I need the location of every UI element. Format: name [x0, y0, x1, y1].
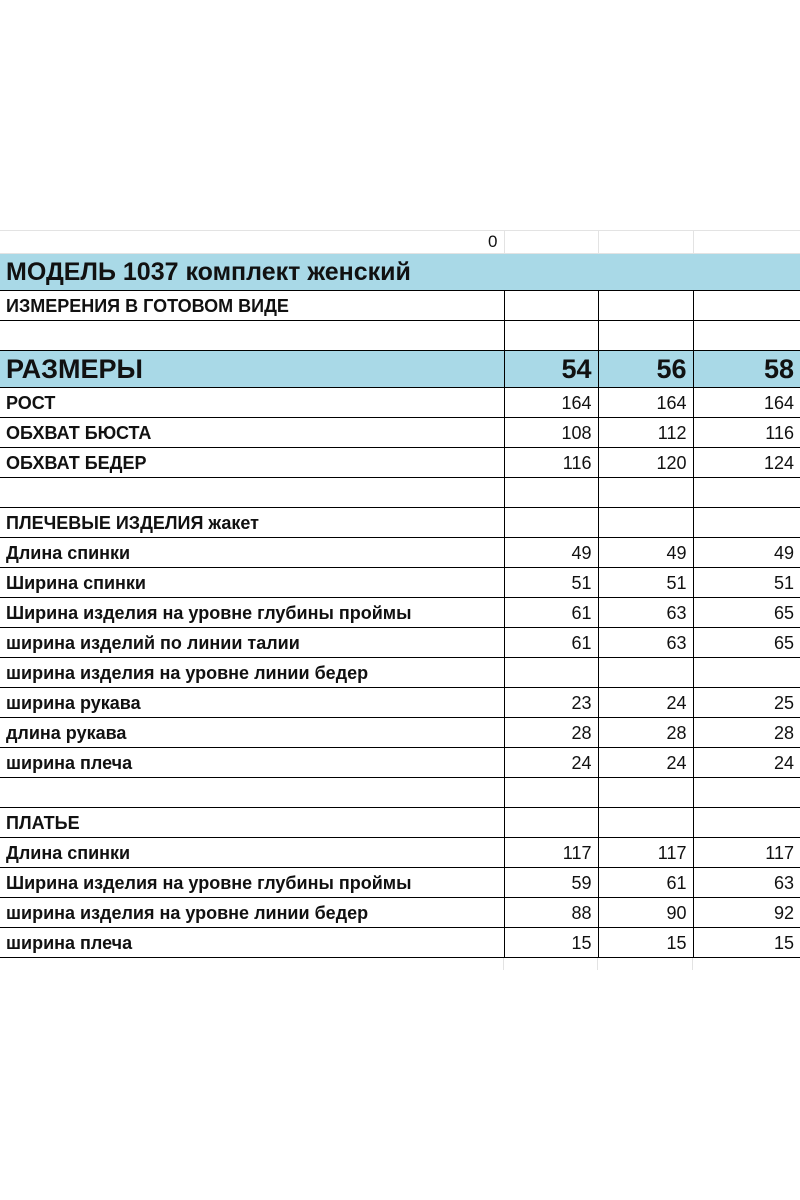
measure-value[interactable]: 15 [504, 928, 598, 958]
measure-value[interactable]: 116 [504, 448, 598, 478]
dress-measure-row [0, 868, 800, 898]
subtitle-row [0, 291, 800, 321]
measure-value[interactable]: 164 [693, 388, 800, 418]
empty-cell[interactable] [504, 778, 598, 808]
measure-value[interactable]: 63 [693, 868, 800, 898]
measure-label[interactable]: ОБХВАТ БЮСТА [0, 418, 504, 448]
measure-value[interactable] [504, 658, 598, 688]
empty-cell[interactable] [504, 291, 598, 321]
empty-cell[interactable] [693, 291, 800, 321]
jacket-measure-row [0, 538, 800, 568]
measure-value[interactable]: 49 [693, 538, 800, 568]
measure-value[interactable]: 63 [598, 598, 693, 628]
empty-cell[interactable] [598, 321, 693, 351]
measure-label[interactable]: ширина плеча [0, 928, 504, 958]
jacket-measure-row [0, 598, 800, 628]
empty-cell[interactable] [504, 808, 598, 838]
measure-value[interactable]: 124 [693, 448, 800, 478]
empty-cell[interactable] [504, 508, 598, 538]
measure-label[interactable]: Ширина изделия на уровне глубины проймы [0, 868, 504, 898]
jacket-measure-row [0, 658, 800, 688]
cell[interactable] [693, 231, 800, 254]
measure-value[interactable]: 65 [693, 598, 800, 628]
body-measure-row [0, 388, 800, 418]
dress-measure-row [0, 838, 800, 868]
jacket-header[interactable]: ПЛЕЧЕВЫЕ ИЗДЕЛИЯ жакет [0, 508, 504, 538]
measure-value[interactable]: 24 [504, 748, 598, 778]
measure-value[interactable]: 51 [504, 568, 598, 598]
measure-value[interactable]: 24 [598, 688, 693, 718]
cell[interactable] [598, 231, 693, 254]
sizes-row [0, 351, 800, 388]
measure-value[interactable]: 51 [598, 568, 693, 598]
empty-cell[interactable] [598, 508, 693, 538]
empty-cell[interactable] [693, 508, 800, 538]
measure-label[interactable]: ширина изделий по линии талии [0, 628, 504, 658]
empty-grid-row [0, 958, 800, 970]
measure-label[interactable]: ОБХВАТ БЕДЕР [0, 448, 504, 478]
empty-cell[interactable] [0, 478, 504, 508]
measure-value[interactable] [693, 658, 800, 688]
measure-label[interactable]: Длина спинки [0, 838, 504, 868]
measure-value[interactable]: 49 [598, 538, 693, 568]
jacket-measure-row [0, 718, 800, 748]
jacket-measure-row [0, 628, 800, 658]
measure-value[interactable]: 25 [693, 688, 800, 718]
section-header-row [0, 508, 800, 538]
measure-value[interactable]: 15 [693, 928, 800, 958]
measure-label[interactable]: Ширина спинки [0, 568, 504, 598]
empty-cell[interactable] [504, 478, 598, 508]
empty-cell[interactable] [0, 778, 504, 808]
measure-value[interactable]: 61 [504, 598, 598, 628]
empty-row [0, 778, 800, 808]
measure-value[interactable]: 65 [693, 628, 800, 658]
empty-cell[interactable] [598, 808, 693, 838]
measure-label[interactable]: ширина изделия на уровне линии бедер [0, 898, 504, 928]
dress-header[interactable]: ПЛАТЬЕ [0, 808, 504, 838]
measure-value[interactable]: 164 [598, 388, 693, 418]
size-header[interactable]: 56 [598, 351, 693, 388]
size-header[interactable]: 54 [504, 351, 598, 388]
measure-value[interactable]: 15 [598, 928, 693, 958]
subtitle[interactable]: ИЗМЕРЕНИЯ В ГОТОВОМ ВИДЕ [0, 291, 504, 321]
dress-measure-row [0, 928, 800, 958]
measure-value[interactable]: 92 [693, 898, 800, 928]
measure-value[interactable]: 116 [693, 418, 800, 448]
measure-value[interactable]: 51 [693, 568, 800, 598]
jacket-measure-row [0, 568, 800, 598]
measure-value[interactable]: 90 [598, 898, 693, 928]
empty-row [0, 321, 800, 351]
empty-cell[interactable] [693, 778, 800, 808]
empty-cell[interactable] [598, 478, 693, 508]
measure-label[interactable]: ширина плеча [0, 748, 504, 778]
title-row [0, 254, 800, 291]
empty-cell[interactable] [693, 478, 800, 508]
measure-value[interactable]: 24 [598, 748, 693, 778]
body-measure-row [0, 418, 800, 448]
empty-row [0, 478, 800, 508]
empty-cell[interactable] [598, 291, 693, 321]
measure-value[interactable]: 120 [598, 448, 693, 478]
measure-value[interactable]: 117 [693, 838, 800, 868]
measure-value[interactable]: 28 [598, 718, 693, 748]
measure-label[interactable]: Длина спинки [0, 538, 504, 568]
jacket-measure-row [0, 688, 800, 718]
top-row [0, 231, 800, 254]
measure-label[interactable]: Ширина изделия на уровне глубины проймы [0, 598, 504, 628]
measure-value[interactable]: 59 [504, 868, 598, 898]
size-header[interactable]: 58 [693, 351, 800, 388]
dress-measure-row [0, 898, 800, 928]
measure-value[interactable]: 24 [693, 748, 800, 778]
measure-label[interactable]: ширина рукава [0, 688, 504, 718]
measure-value[interactable]: 112 [598, 418, 693, 448]
jacket-measure-row [0, 748, 800, 778]
empty-cell[interactable] [598, 778, 693, 808]
empty-cell[interactable] [504, 321, 598, 351]
section-header-row [0, 808, 800, 838]
measure-value[interactable]: 63 [598, 628, 693, 658]
measure-value[interactable]: 28 [693, 718, 800, 748]
cell[interactable] [504, 231, 598, 254]
empty-cell[interactable] [0, 321, 504, 351]
measure-value[interactable]: 108 [504, 418, 598, 448]
measure-value[interactable]: 49 [504, 538, 598, 568]
measure-value[interactable] [598, 658, 693, 688]
sizes-label[interactable]: РАЗМЕРЫ [0, 351, 504, 388]
top-cell[interactable]: 0 [0, 231, 504, 254]
measure-value[interactable]: 88 [504, 898, 598, 928]
measure-label[interactable]: длина рукава [0, 718, 504, 748]
measure-value[interactable]: 117 [504, 838, 598, 868]
spreadsheet [0, 230, 800, 958]
measurement-table [0, 230, 800, 958]
measure-value[interactable]: 117 [598, 838, 693, 868]
empty-cell[interactable] [693, 808, 800, 838]
measure-value[interactable]: 164 [504, 388, 598, 418]
measure-value[interactable]: 28 [504, 718, 598, 748]
measure-value[interactable]: 61 [504, 628, 598, 658]
measure-value[interactable]: 23 [504, 688, 598, 718]
measure-value[interactable]: 61 [598, 868, 693, 898]
measure-label[interactable]: ширина изделия на уровне линии бедер [0, 658, 504, 688]
body-measure-row [0, 448, 800, 478]
empty-cell[interactable] [693, 321, 800, 351]
model-title[interactable]: МОДЕЛЬ 1037 комплект женский [0, 254, 800, 291]
measure-label[interactable]: РОСТ [0, 388, 504, 418]
